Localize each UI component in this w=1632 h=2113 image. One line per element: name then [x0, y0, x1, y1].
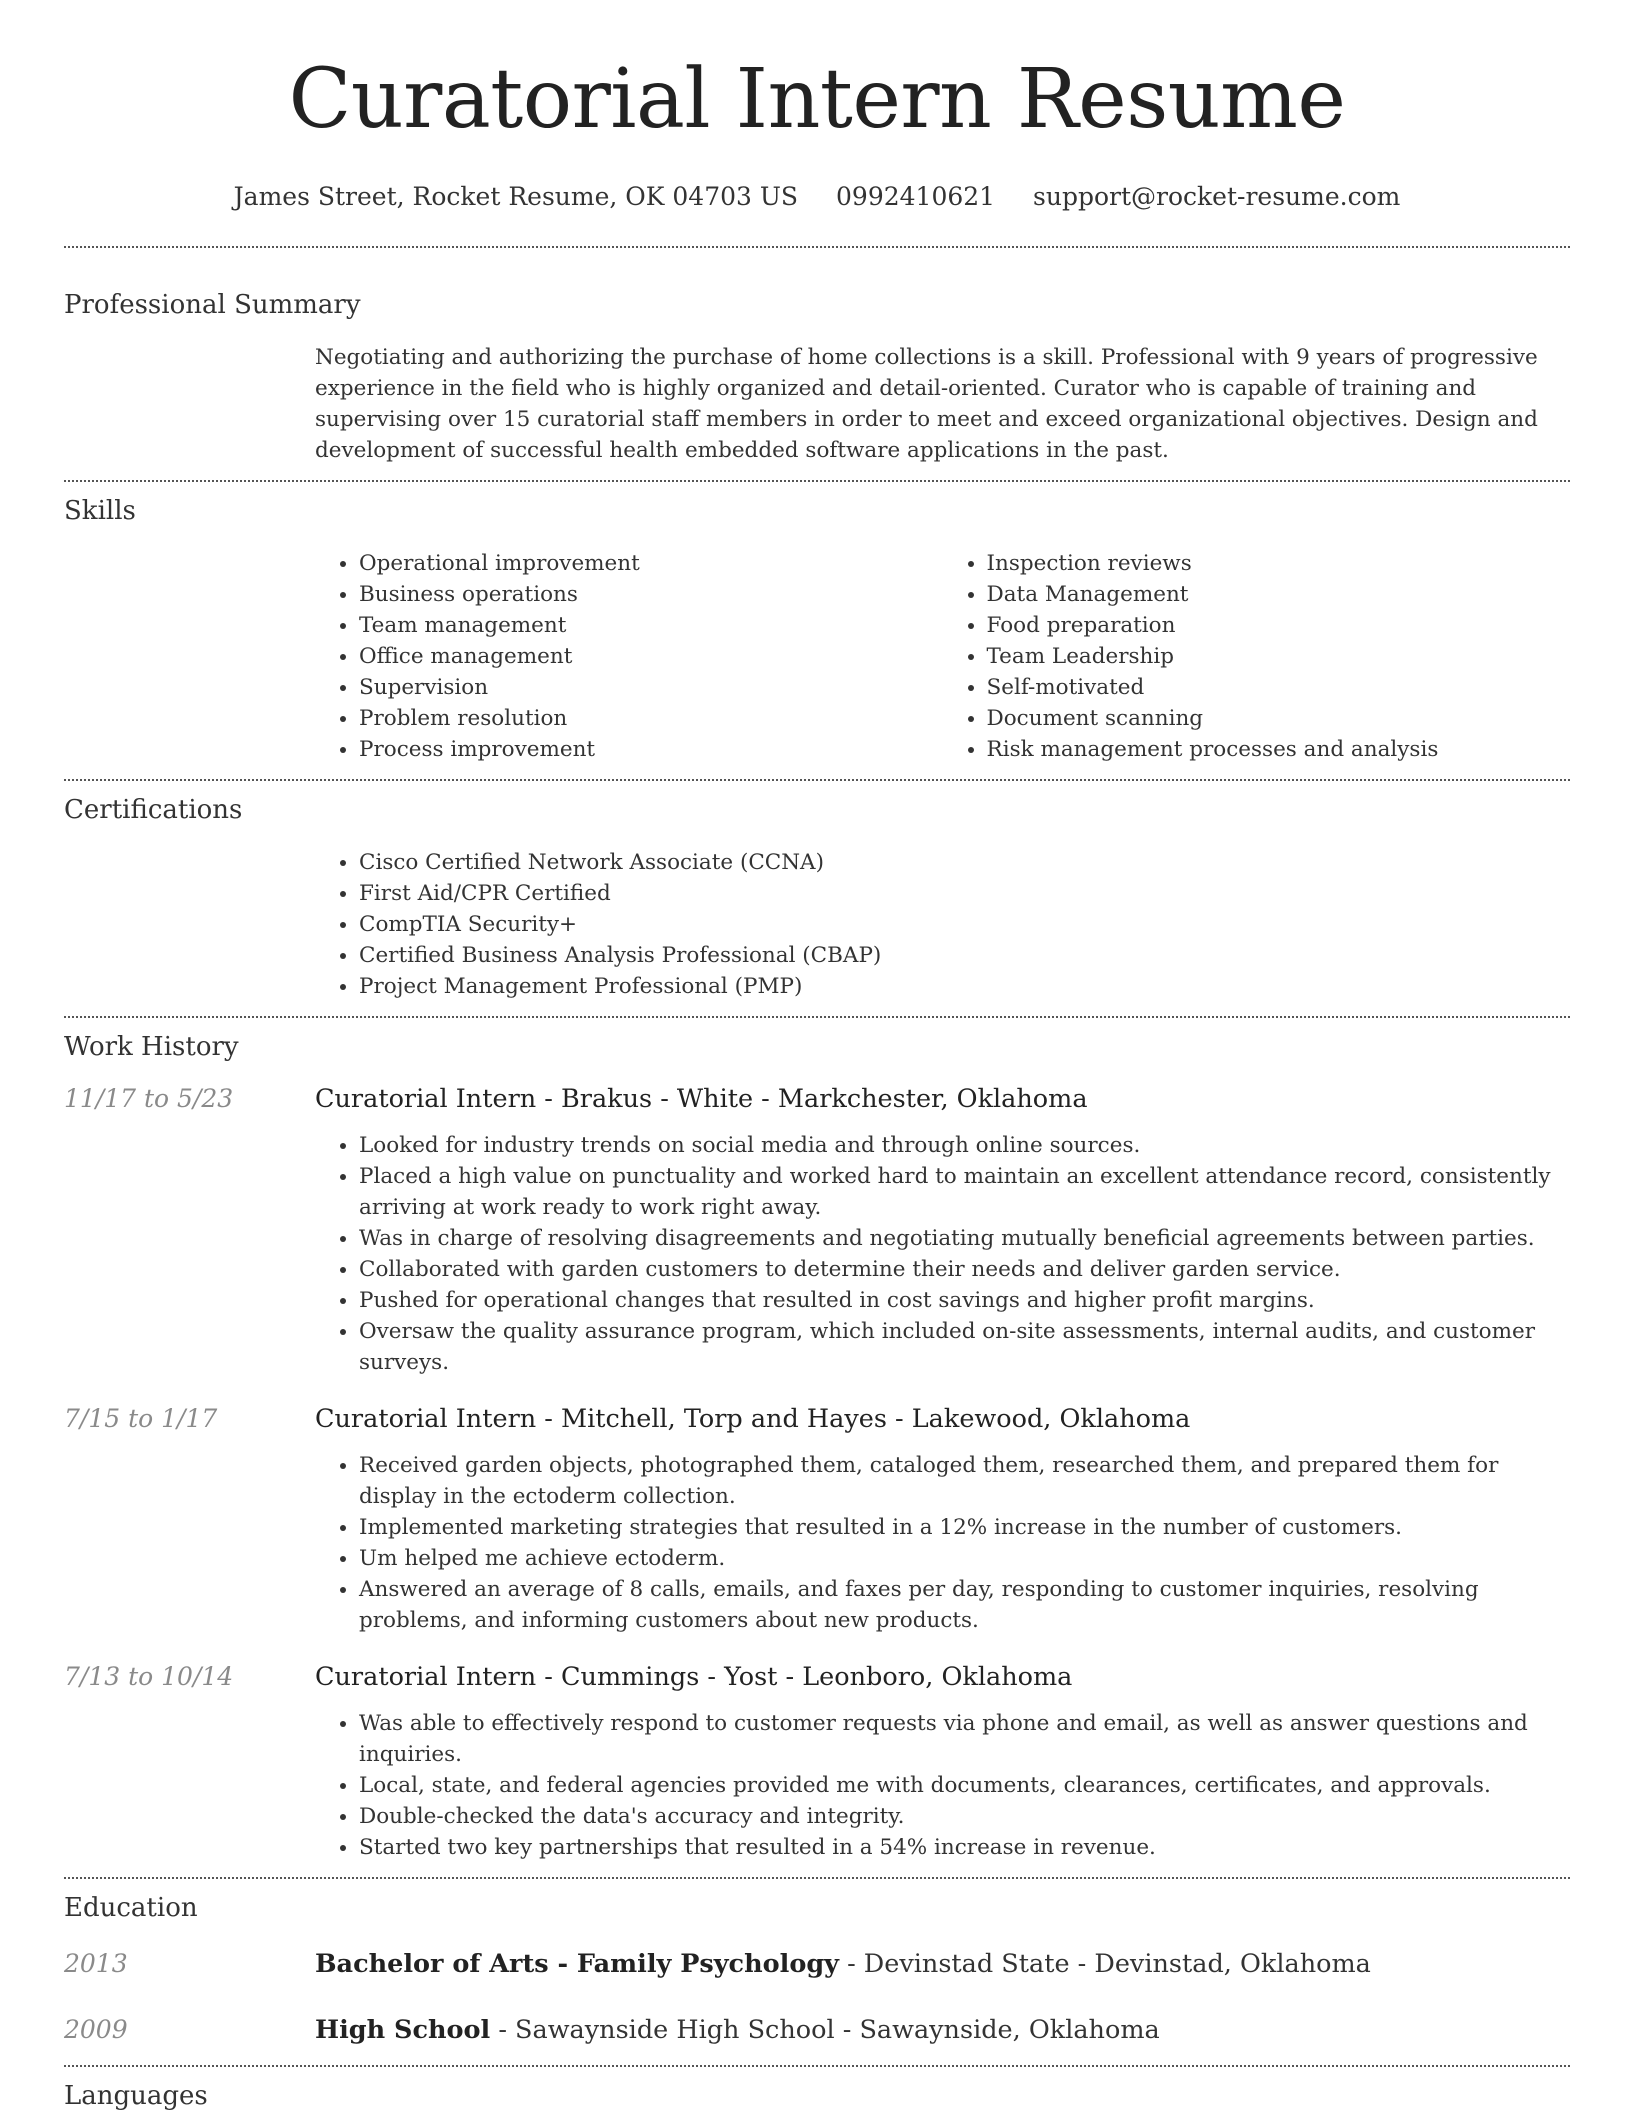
list-item: • Was able to effectively respond to customer requests via phone and email, as well as answer questions and inquiries.: [359, 1708, 1570, 1770]
list-item: • Cisco Certified Network Associate (CCNA): [359, 847, 1570, 878]
list-item: • Received garden objects, photographed them, cataloged them, researched them, and prepared them for display in the ectoderm collection.: [359, 1450, 1570, 1512]
job-dates: 11/17 to 5/23: [64, 1084, 234, 1113]
divider: [64, 246, 1570, 248]
divider: [64, 779, 1570, 781]
summary-heading: Professional Summary: [64, 290, 361, 320]
contact-line: [64, 180, 1570, 214]
job-bullets: [315, 1708, 1570, 1863]
education-year: 2013: [64, 1949, 128, 1978]
list-item: • CompTIA Security+: [359, 909, 1570, 940]
divider: [64, 2065, 1570, 2067]
skills-left-column: [315, 548, 943, 765]
list-item: • Local, state, and federal agencies provided me with documents, clearances, certificates, and approvals.: [359, 1770, 1570, 1801]
list-item: • Implemented marketing strategies that resulted in a 12% increase in the number of customers.: [359, 1512, 1570, 1543]
certifications-heading: Certifications: [64, 795, 243, 825]
list-item: • First Aid/CPR Certified: [359, 878, 1570, 909]
work-history-list: [64, 1082, 1570, 1863]
list-item: • Um helped me achieve ectoderm.: [359, 1543, 1570, 1574]
list-item: • Business operations: [359, 579, 943, 610]
job-dates: 7/15 to 1/17: [64, 1404, 218, 1433]
list-item: • Project Management Professional (PMP): [359, 971, 1570, 1002]
contact-phone: 0992410621: [836, 182, 996, 211]
resume-page: [64, 0, 1570, 2113]
summary-text: Negotiating and authorizing the purchase of home collections is a skill. Professional with 9 years of progressive experience in the field who is highly organized and detail-oriented. Curator who is capable of training and supervising over 15 curatorial staff members in order to meet and exceed organizational objectives. Design and development of successful health embedded software applications in the past.: [315, 345, 1538, 463]
list-item: • Risk management processes and analysis: [987, 734, 1571, 765]
skills-heading: Skills: [64, 496, 136, 526]
job-header: [64, 1082, 1570, 1116]
skills-right-column: [943, 548, 1571, 765]
divider: [64, 480, 1570, 482]
list-item: • Operational improvement: [359, 548, 943, 579]
list-item: • Office management: [359, 641, 943, 672]
list-item: • Was in charge of resolving disagreements and negotiating mutually beneficial agreements between parties.: [359, 1223, 1570, 1254]
job-bullets: [315, 1130, 1570, 1378]
list-item: • Data Management: [987, 579, 1571, 610]
list-item: • Food preparation: [987, 610, 1571, 641]
list-item: • Pushed for operational changes that resulted in cost savings and higher profit margins.: [359, 1285, 1570, 1316]
languages-heading: Languages: [64, 2081, 208, 2111]
education-heading: Education: [64, 1893, 198, 1923]
education-school: - Devinstad State - Devinstad, Oklahoma: [838, 1949, 1371, 1979]
list-item: • Oversaw the quality assurance program, which included on-site assessments, internal audits, and customer surveys.: [359, 1316, 1570, 1378]
education-info: [315, 2013, 1160, 2047]
list-item: • Started two key partnerships that resulted in a 54% increase in revenue.: [359, 1832, 1570, 1863]
job-title: Curatorial Intern - Cummings - Yost - Leonboro, Oklahoma: [315, 1662, 1073, 1692]
list-item: • Looked for industry trends on social media and through online sources.: [359, 1130, 1570, 1161]
list-item: • Team management: [359, 610, 943, 641]
education-info: [315, 1947, 1371, 1981]
list-item: • Supervision: [359, 672, 943, 703]
list-item: • Problem resolution: [359, 703, 943, 734]
education-entry: [64, 2013, 1570, 2047]
contact-address: James Street, Rocket Resume, OK 04703 US: [233, 182, 799, 211]
list-item: • Process improvement: [359, 734, 943, 765]
list-item: • Team Leadership: [987, 641, 1571, 672]
job-title: Curatorial Intern - Brakus - White - Markchester, Oklahoma: [315, 1084, 1088, 1114]
divider: [64, 1877, 1570, 1879]
education-school: - Sawaynside High School - Sawaynside, Oklahoma: [490, 2015, 1160, 2045]
list-item: • Certified Business Analysis Professional (CBAP): [359, 940, 1570, 971]
list-item: • Placed a high value on punctuality and worked hard to maintain an excellent attendance record, consistently arriving at work ready to work right away.: [359, 1161, 1570, 1223]
job-bullets: [315, 1450, 1570, 1636]
list-item: • Document scanning: [987, 703, 1571, 734]
education-year: 2009: [64, 2015, 128, 2044]
resume-title: Curatorial Intern Resume: [288, 52, 1346, 147]
education-list: [64, 1947, 1570, 2047]
skills-list: [315, 548, 1570, 765]
list-item: • Collaborated with garden customers to determine their needs and deliver garden service.: [359, 1254, 1570, 1285]
certifications-list: [315, 847, 1570, 1002]
job-title: Curatorial Intern - Mitchell, Torp and Hayes - Lakewood, Oklahoma: [315, 1404, 1191, 1434]
education-degree: Bachelor of Arts - Family Psychology: [315, 1949, 839, 1979]
list-item: • Double-checked the data's accuracy and integrity.: [359, 1801, 1570, 1832]
list-item: • Self-motivated: [987, 672, 1571, 703]
divider: [64, 1016, 1570, 1018]
education-entry: [64, 1947, 1570, 1981]
work-history-heading: Work History: [64, 1032, 239, 1062]
list-item: • Inspection reviews: [987, 548, 1571, 579]
contact-email: support@rocket-resume.com: [1033, 182, 1401, 211]
list-item: • Answered an average of 8 calls, emails, and faxes per day, responding to customer inquiries, resolving problems, and informing customers about new products.: [359, 1574, 1570, 1636]
job-dates: 7/13 to 10/14: [64, 1662, 234, 1691]
job-header: [64, 1402, 1570, 1436]
education-degree: High School: [315, 2015, 491, 2045]
job-header: [64, 1660, 1570, 1694]
